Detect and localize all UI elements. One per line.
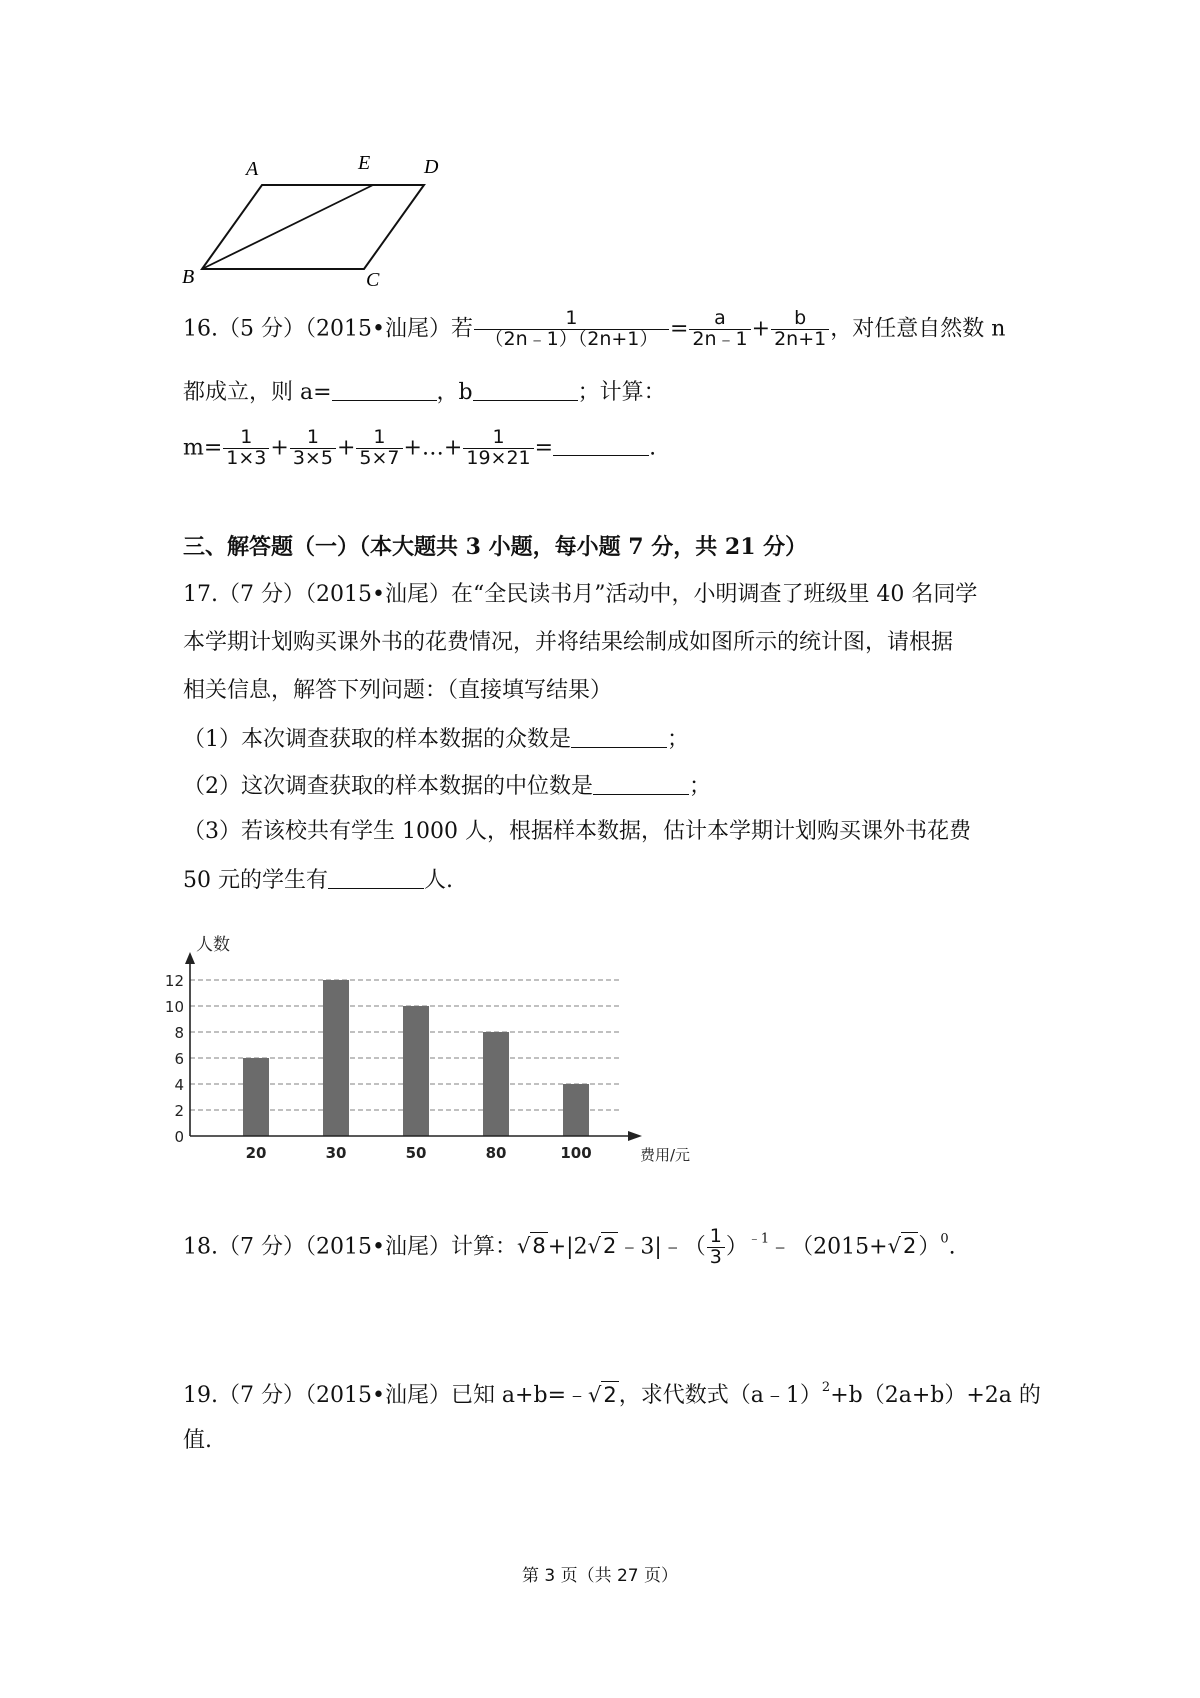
q16-m1-denominator: 1×3 (226, 446, 267, 469)
q16-line2-b: ，b (436, 380, 473, 405)
y-tick-label: 4 (174, 1076, 184, 1094)
bar-100 (563, 1084, 589, 1136)
q18-fraction-one-third (707, 1227, 725, 1268)
q16-line2-c: ；计算： (577, 380, 666, 405)
q17-part2-end: ； (689, 774, 712, 799)
bar-20 (243, 1058, 269, 1136)
q16-prefix: 16.（5 分）（2015•汕尾）若 (183, 316, 473, 342)
q17-part3-cont-end: 人. (424, 868, 453, 893)
parallelogram-figure (170, 150, 470, 290)
q18-prefix: 18.（7 分）（2015•汕尾）计算： (183, 1234, 517, 1260)
vertex-label-a: A (246, 158, 259, 180)
x-tick-label: 100 (560, 1144, 592, 1162)
q19-mid: ，求代数式（a﹣1） (618, 1383, 822, 1408)
sqrt-2-a: √2 (587, 1234, 617, 1259)
q18-paren-close: ） (725, 1234, 748, 1260)
q16-m4-denominator: 19×21 (466, 446, 531, 469)
q19-line2: 值. (183, 1428, 212, 1453)
q18-paren-close-2: ） (918, 1234, 941, 1260)
bar-30 (323, 980, 349, 1136)
vertex-label-e: E (358, 152, 371, 174)
q18-abs-close: ﹣3|﹣（ (618, 1234, 706, 1260)
y-tick-label: 8 (174, 1024, 184, 1042)
q16-m-fraction-2 (290, 428, 336, 469)
answer-blank-a[interactable] (332, 380, 437, 401)
q16-m-plus-1: + (270, 435, 289, 461)
x-tick-label: 80 (485, 1144, 507, 1162)
section-heading: 三、解答题（一）（本大题共 3 小题，每小题 7 分，共 21 分） (183, 534, 808, 560)
q19-rest: +b（2a+b）+2a 的 (830, 1383, 1041, 1408)
sqrt-8-radicand: 8 (532, 1234, 546, 1259)
vertex-label-d: D (424, 156, 439, 178)
x-axis-arrow (628, 1131, 642, 1141)
q18-fraction-numerator: 1 (707, 1227, 725, 1248)
q18-exponent-zero: 0 (940, 1231, 949, 1247)
q16-line2-a: 都成立，则 a= (183, 380, 332, 405)
q16-equals: = (669, 316, 689, 342)
q19-line1 (183, 1381, 1041, 1407)
q18-term-2015: ﹣（2015+ (769, 1234, 888, 1260)
q16-fraction-a-denominator: 2n﹣1 (692, 327, 748, 350)
q16-line2 (183, 380, 666, 404)
q16-m4-numerator: 1 (463, 428, 533, 449)
bar-chart (164, 900, 770, 1170)
sqrt-2-a-radicand: 2 (602, 1234, 617, 1259)
q16-m-fraction-1 (223, 428, 269, 469)
q17-line1: 17.（7 分）（2015•汕尾）在“全民读书月”活动中，小明调查了班级里 40 名同学 (183, 582, 978, 607)
q16-m-fraction-3 (356, 428, 402, 469)
bar-50 (403, 1006, 429, 1136)
q16-m-plus-2: + (336, 435, 356, 461)
q18-fraction-denominator: 3 (709, 1245, 722, 1268)
q16-m-prefix: m= (183, 435, 223, 461)
x-tick-label: 30 (325, 1144, 347, 1162)
sqrt-2-b: √2 (887, 1234, 917, 1259)
q16-fraction-a-numerator: a (689, 309, 750, 330)
q16-m-equals: = (534, 435, 554, 461)
q18-exponent-neg1: ﹣1 (747, 1231, 770, 1247)
q17-line2: 本学期计划购买课外书的花费情况，并将结果绘制成如图所示的统计图，请根据 (183, 630, 954, 655)
q16-m-fraction-4 (463, 428, 533, 469)
q18-line (183, 1227, 956, 1268)
answer-blank-median[interactable] (593, 774, 689, 795)
y-axis-arrow (185, 952, 195, 964)
q17-part1 (183, 727, 689, 751)
q17-part1-text: （1）本次调查获取的样本数据的众数是 (183, 727, 571, 752)
q16-fraction-b (771, 309, 829, 350)
y-tick-label: 0 (174, 1128, 184, 1146)
x-tick-label: 50 (405, 1144, 427, 1162)
q16-m2-denominator: 3×5 (292, 446, 333, 469)
x-axis-label: 费用/元 (640, 1146, 691, 1164)
y-tick-label: 6 (174, 1050, 184, 1068)
q17-part3-cont-text: 50 元的学生有 (183, 868, 328, 893)
q16-line1 (183, 309, 1005, 350)
sqrt-2-b-radicand: 2 (902, 1234, 917, 1259)
sqrt-8: √8 (516, 1234, 546, 1259)
q16-m3-denominator: 5×7 (359, 446, 400, 469)
answer-blank-mode[interactable] (571, 727, 667, 748)
vertex-label-c: C (366, 269, 380, 291)
q17-part3-cont (183, 868, 453, 892)
q16-m2-numerator: 1 (290, 428, 336, 449)
q16-plus: + (751, 316, 771, 342)
q17-part2-text: （2）这次调查获取的样本数据的中位数是 (183, 774, 593, 799)
vertex-label-b: B (182, 266, 195, 288)
q18-end: . (948, 1234, 956, 1260)
answer-blank-b[interactable] (473, 380, 578, 401)
q16-m-ellipsis: +…+ (403, 435, 463, 461)
y-tick-label: 12 (164, 972, 184, 990)
q17-line3: 相关信息，解答下列问题：（直接填写结果） (183, 678, 613, 703)
q19-sqrt-2: √2 (588, 1383, 617, 1407)
y-axis-label: 人数 (196, 935, 230, 955)
q16-lhs-denominator: （2n﹣1）（2n+1） (484, 327, 659, 350)
q16-fraction-b-numerator: b (771, 309, 829, 330)
q16-lhs-fraction (474, 309, 669, 350)
q16-fraction-b-denominator: 2n+1 (774, 327, 827, 350)
x-tick-label: 20 (245, 1144, 267, 1162)
q16-m3-numerator: 1 (356, 428, 402, 449)
q16-fraction-a (689, 309, 750, 350)
bar-80 (483, 1032, 509, 1136)
q17-part1-end: ； (667, 727, 690, 752)
q19-sqrt-2-radicand: 2 (603, 1383, 617, 1407)
y-tick-label: 10 (164, 998, 184, 1016)
q19-prefix: 19.（7 分）（2015•汕尾）已知 a+b=﹣ (183, 1383, 589, 1408)
page-footer: 第 3 页（共 27 页） (521, 1566, 679, 1586)
answer-blank-count[interactable] (328, 868, 424, 889)
q16-lhs-numerator: 1 (474, 309, 669, 330)
q16-m-end: . (649, 435, 657, 461)
q16-m1-numerator: 1 (223, 428, 269, 449)
q17-part2 (183, 774, 711, 798)
q16-suffix: ，对任意自然数 n (830, 316, 1006, 342)
answer-blank-m[interactable] (553, 435, 649, 456)
q19-exponent: 2 (821, 1380, 831, 1395)
q17-part3: （3）若该校共有学生 1000 人，根据样本数据，估计本学期计划购买课外书花费 (183, 819, 971, 844)
q18-abs-open: +|2 (547, 1234, 588, 1260)
y-tick-label: 2 (174, 1102, 184, 1120)
q16-line3 (183, 428, 656, 469)
